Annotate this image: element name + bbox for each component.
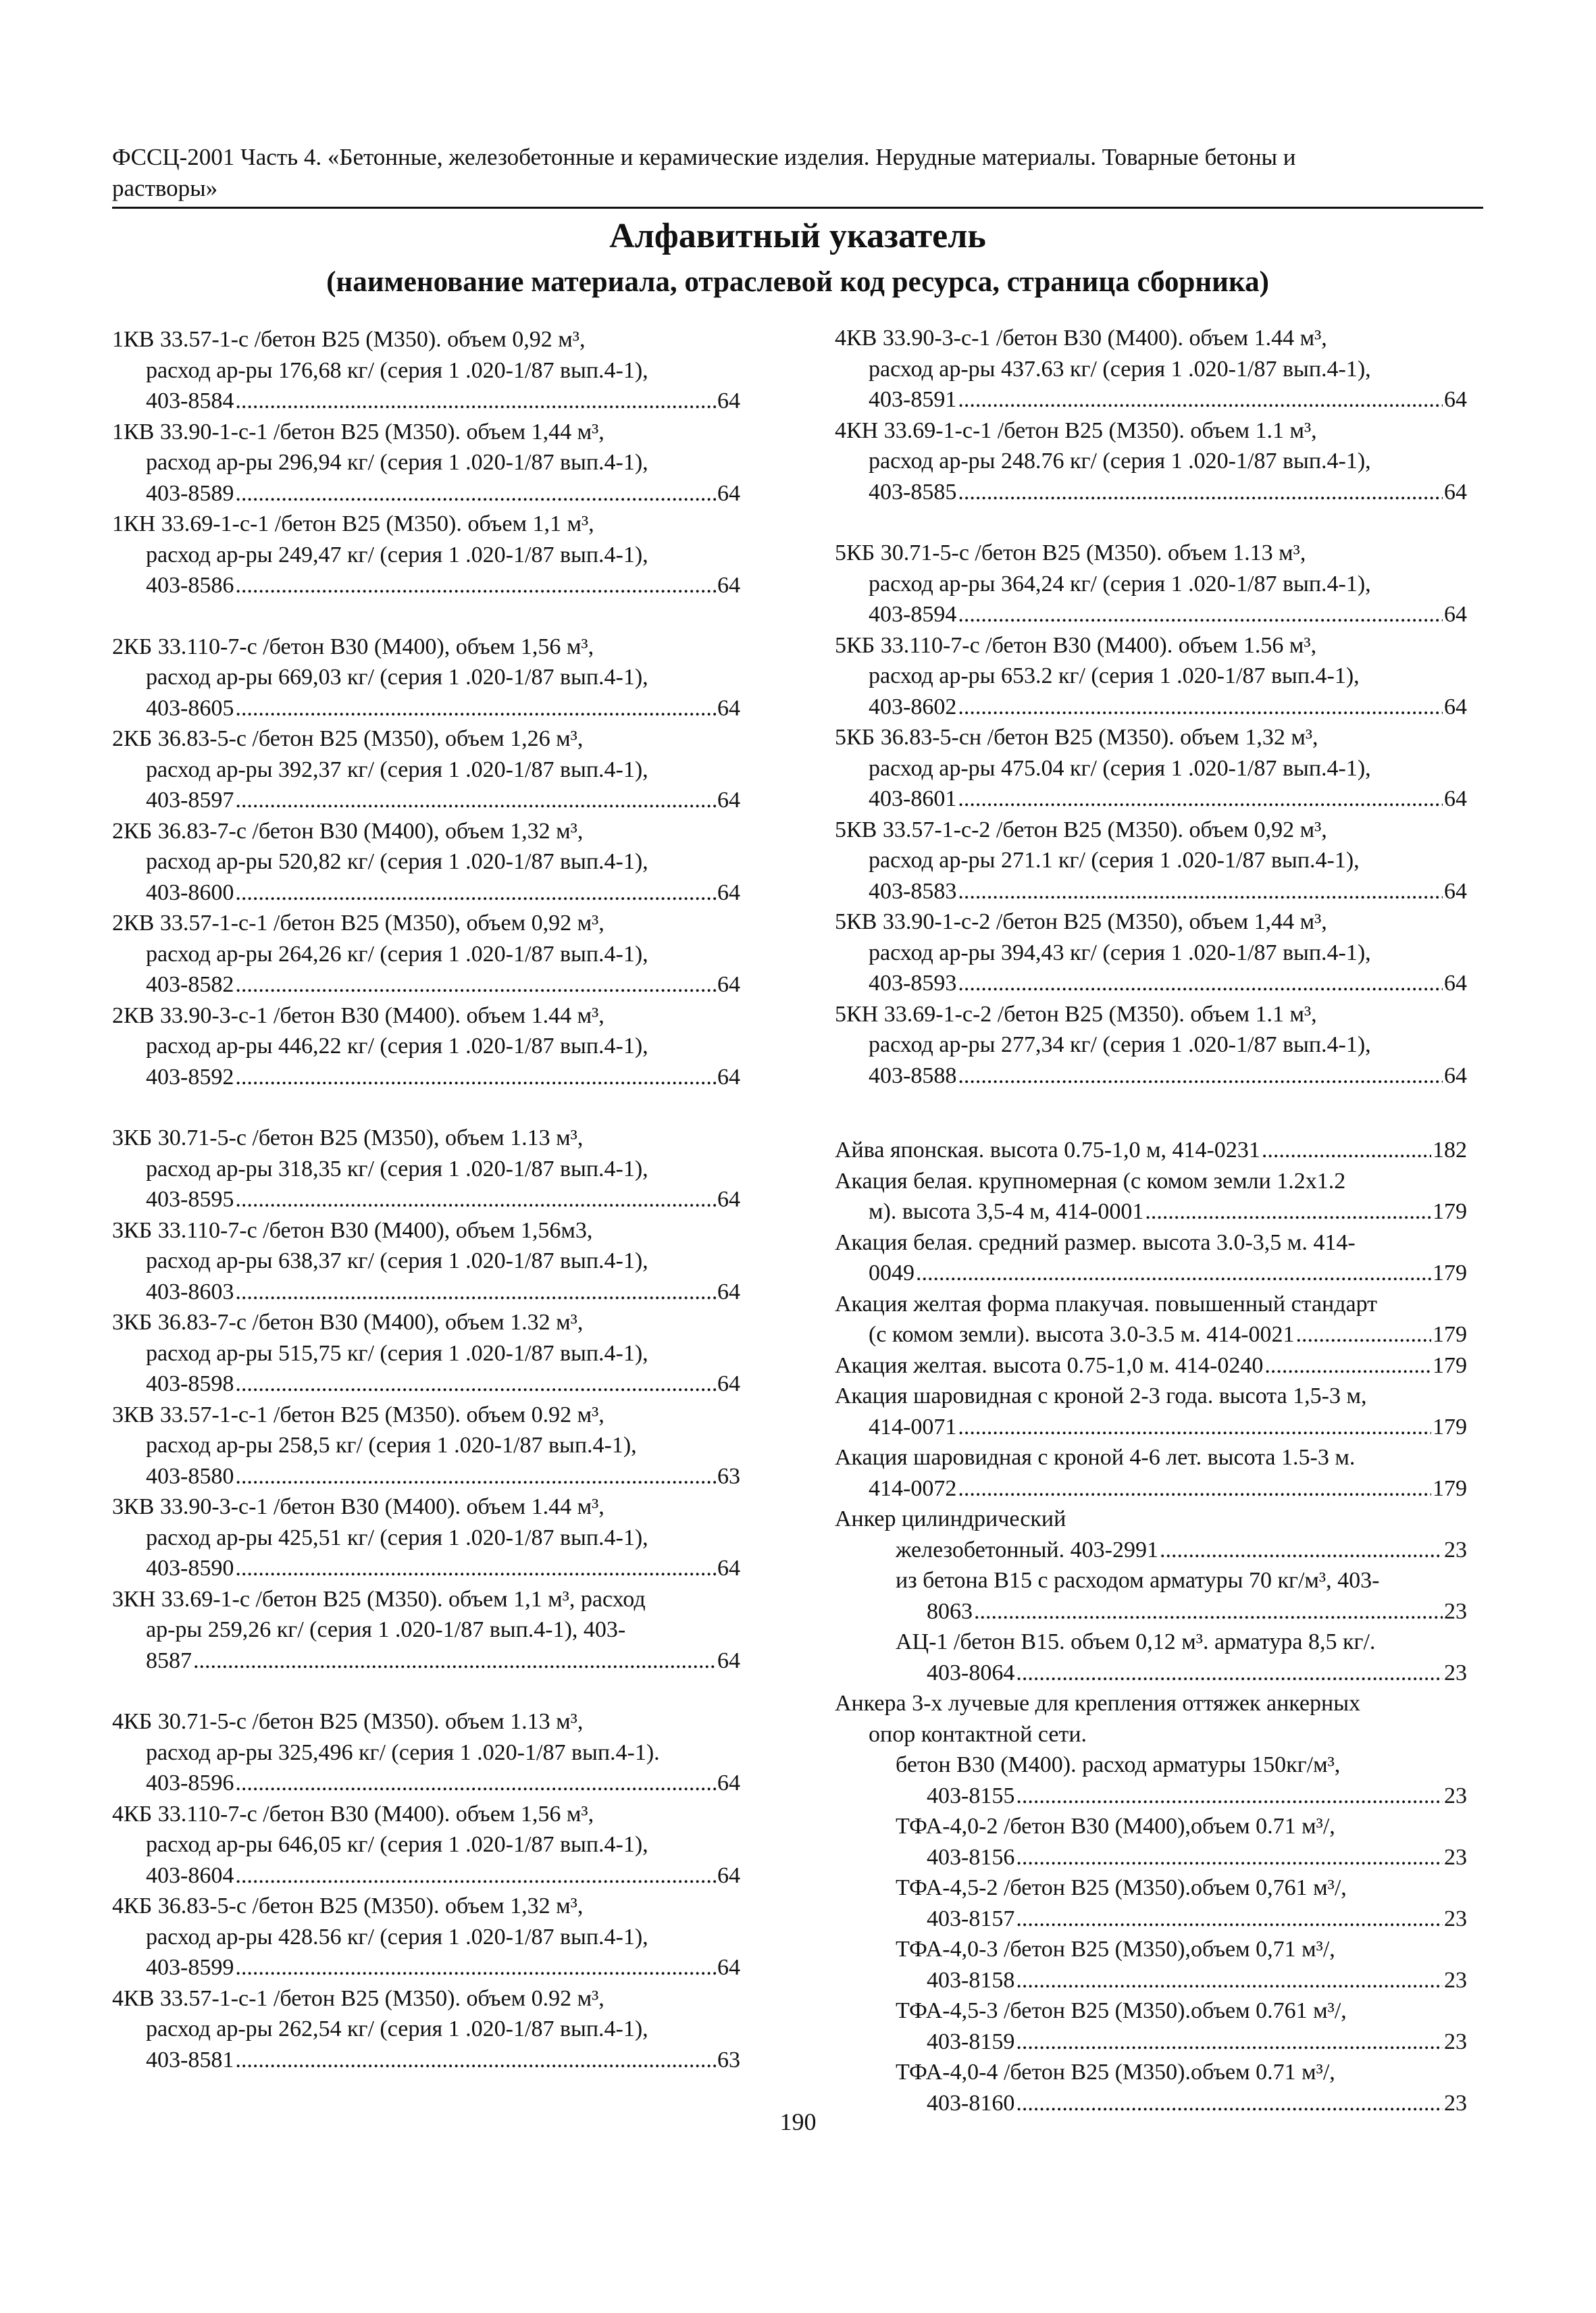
dot-leader xyxy=(235,1062,716,1093)
entry-text: 8063 xyxy=(927,1598,973,1624)
dot-leader xyxy=(974,1596,1443,1627)
page-ref: 23 xyxy=(1444,1537,1467,1562)
entry-leader-line xyxy=(835,1196,1467,1227)
entry-line: 2КВ 33.90-3-с-1 /бетон В30 (М400). объем 1.44 м³, xyxy=(112,1002,604,1028)
entry-line: 5КВ 33.90-1-с-2 /бетон В25 (М350), объем 1,44 м³, xyxy=(835,909,1327,934)
page-ref: 64 xyxy=(717,1955,740,1980)
entry-line: 2КБ 36.83-5-с /бетон В25 (М350), объем 1,26 м³, xyxy=(112,726,584,751)
entry-code-line xyxy=(112,478,740,509)
dot-leader xyxy=(235,570,716,601)
entry-code-line xyxy=(112,1369,740,1400)
resource-code: 403-8583 xyxy=(869,878,957,904)
entry-text: Айва японская. высота 0.75-1,0 м, 414-0231 xyxy=(835,1138,1260,1163)
running-header xyxy=(112,142,1483,204)
resource-code: 403-8156 xyxy=(927,1844,1015,1870)
page-ref: 23 xyxy=(1444,1783,1467,1808)
index-entry xyxy=(112,723,740,816)
entry-heading: опор контактной сети. xyxy=(869,1721,1087,1747)
entry-line: ТФА-4,0-3 /бетон В25 (М350),объем 0,71 м³/, xyxy=(896,1937,1335,1962)
page-ref: 64 xyxy=(717,480,740,506)
entry-leader-line xyxy=(835,1904,1467,1935)
resource-code: 403-8603 xyxy=(146,1279,234,1304)
index-entry xyxy=(835,1381,1467,1442)
entry-leader-line xyxy=(835,1350,1467,1381)
entry-line: ТФА-4,0-2 /бетон В30 (М400),объем 0.71 м³/, xyxy=(896,1814,1335,1839)
page-ref: 64 xyxy=(1444,602,1467,627)
dot-leader xyxy=(235,1277,716,1308)
resource-code: 403-8588 xyxy=(869,1063,957,1088)
entry-line: 3КБ 33.110-7-с /бетон В30 (М400), объем 1,56м3, xyxy=(112,1217,593,1243)
entry-code-line xyxy=(835,1061,1467,1092)
resource-code: 403-8582 xyxy=(146,972,234,997)
index-entry xyxy=(112,816,740,909)
dot-leader xyxy=(235,969,716,1000)
resource-code: 403-8602 xyxy=(869,694,957,719)
entry-heading: Анкера 3-х лучевые для крепления оттяжек анкерных xyxy=(835,1691,1361,1716)
entry-group-2 xyxy=(112,632,740,1093)
entry-leader-line xyxy=(835,2027,1467,2058)
entry-line: 2КБ 33.110-7-с /бетон В30 (М400), объем 1,56 м³, xyxy=(112,634,594,659)
index-entry xyxy=(112,417,740,509)
entry-line: 3КВ 33.90-3-с-1 /бетон В30 (М400). объем 1.44 м³, xyxy=(112,1494,604,1519)
dot-leader xyxy=(1016,1904,1443,1935)
index-entry xyxy=(112,1983,740,2076)
index-entry xyxy=(112,1799,740,1891)
entry-leader-line xyxy=(835,1473,1467,1504)
group-gap xyxy=(835,1091,1467,1135)
dot-leader xyxy=(916,1258,1431,1289)
header-rule xyxy=(112,207,1483,209)
page-ref: 179 xyxy=(1433,1199,1467,1224)
page-ref: 63 xyxy=(717,1463,740,1489)
dot-leader xyxy=(1145,1196,1431,1227)
entry-leader-line xyxy=(835,1842,1467,1873)
dot-leader xyxy=(235,2045,716,2076)
entry-code-line xyxy=(835,692,1467,723)
entry-line: расход ар-ры 437.63 кг/ (серия 1 .020-1/87 вып.4-1), xyxy=(869,356,1371,382)
entry-text: (с комом земли). высота 3.0-3.5 м. 414-0021 xyxy=(869,1322,1295,1347)
entry-text: 403-8064 xyxy=(927,1660,1015,1685)
index-entry xyxy=(835,1166,1467,1227)
index-entry xyxy=(835,630,1467,723)
index-entry xyxy=(112,509,740,601)
page-ref: 23 xyxy=(1444,2029,1467,2054)
entry-leader-line xyxy=(835,1412,1467,1443)
entry-code-line xyxy=(112,1952,740,1983)
index-entry xyxy=(835,1227,1467,1289)
entry-line: Акация шаровидная с кроной 2-3 года. высота 1,5-3 м, xyxy=(835,1383,1367,1408)
page-ref: 64 xyxy=(1444,878,1467,904)
entry-code-line xyxy=(112,1184,740,1215)
entry-code-line xyxy=(112,1860,740,1891)
entry-code-line xyxy=(112,1768,740,1799)
resource-code: 403-8585 xyxy=(869,479,957,505)
entry-code-line xyxy=(112,2045,740,2076)
entry-line: расход ар-ры 325,496 кг/ (серия 1 .020-1/87 вып.4-1). xyxy=(146,1739,660,1765)
group-gap xyxy=(112,1092,740,1123)
entry-line: ТФА-4,5-3 /бетон В25 (М350).объем 0.761 м³/, xyxy=(896,1998,1347,2023)
dot-leader xyxy=(235,878,716,909)
entry-line: Акация желтая форма плакучая. повышенный стандарт xyxy=(835,1291,1378,1317)
entry-line: расход ар-ры 475.04 кг/ (серия 1 .020-1/87 вып.4-1), xyxy=(869,755,1371,781)
dot-leader xyxy=(1264,1350,1431,1381)
dot-leader xyxy=(1016,1658,1443,1689)
resource-code: 403-8157 xyxy=(927,1906,1015,1931)
header-line-1: ФССЦ-2001 Часть 4. «Бетонные, железобетонные и керамические изделия. Нерудные материалы. Товарные бетоны и xyxy=(112,144,1296,170)
entry-line: расход ар-ры 176,68 кг/ (серия 1 .020-1/87 вып.4-1), xyxy=(146,357,648,383)
index-entry-ankera xyxy=(835,1688,1467,2118)
page-ref: 23 xyxy=(1444,2090,1467,2116)
index-entry xyxy=(112,1400,740,1492)
page-ref: 64 xyxy=(717,388,740,413)
index-entry xyxy=(835,1442,1467,1504)
resource-code: 403-8598 xyxy=(146,1371,234,1396)
entry-line: расход ар-ры 425,51 кг/ (серия 1 .020-1/87 вып.4-1), xyxy=(146,1525,648,1550)
resource-code: 403-8601 xyxy=(869,786,957,811)
entry-line: ТФА-4,5-2 /бетон В25 (М350).объем 0,761 м³/, xyxy=(896,1875,1347,1900)
page-ref: 64 xyxy=(717,1771,740,1796)
index-entry xyxy=(112,1000,740,1093)
entry-line: 2КБ 36.83-7-с /бетон В30 (М400), объем 1,32 м³, xyxy=(112,818,584,844)
page-ref: 64 xyxy=(1444,786,1467,811)
entry-code-line xyxy=(835,384,1467,415)
page-ref: 23 xyxy=(1444,1906,1467,1931)
header-line-2: растворы» xyxy=(112,175,218,201)
page-ref: 64 xyxy=(717,880,740,905)
dot-leader xyxy=(958,876,1443,907)
dot-leader xyxy=(235,1952,716,1983)
resource-code: 403-8584 xyxy=(146,388,234,413)
page-ref: 64 xyxy=(1444,694,1467,719)
index-entry xyxy=(112,324,740,417)
page-ref: 64 xyxy=(717,1187,740,1212)
resource-code: 403-8580 xyxy=(146,1463,234,1489)
dot-leader xyxy=(1016,1842,1443,1873)
entry-line: расход ар-ры 646,05 кг/ (серия 1 .020-1/87 вып.4-1), xyxy=(146,1832,648,1857)
entry-line: 1КВ 33.57-1-с /бетон В25 (М350). объем 0,92 м³, xyxy=(112,327,586,352)
group-gap xyxy=(835,507,1467,538)
page-ref: 64 xyxy=(717,573,740,598)
entry-line: расход ар-ры 258,5 кг/ (серия 1 .020-1/87 вып.4-1), xyxy=(146,1433,637,1458)
entry-line: расход ар-ры 364,24 кг/ (серия 1 .020-1/87 вып.4-1), xyxy=(869,571,1371,596)
page-ref: 179 xyxy=(1433,1414,1467,1440)
dot-leader xyxy=(1016,1781,1443,1812)
entry-code-line xyxy=(112,1553,740,1584)
entry-code-line xyxy=(835,876,1467,907)
entry-line: 4КВ 33.90-3-с-1 /бетон В30 (М400). объем 1.44 м³, xyxy=(835,326,1327,351)
dot-leader xyxy=(235,1768,716,1799)
entry-code-line xyxy=(835,784,1467,815)
entry-heading: Анкер цилиндрический xyxy=(835,1506,1066,1531)
dot-leader xyxy=(1016,2027,1443,2058)
entry-line: 5КБ 30.71-5-с /бетон В25 (М350). объем 1.13 м³, xyxy=(835,540,1306,565)
page-ref: 64 xyxy=(1444,971,1467,996)
entry-line: расход ар-ры 277,34 кг/ (серия 1 .020-1/87 вып.4-1), xyxy=(869,1032,1371,1057)
entry-group-plants xyxy=(835,1135,1467,2118)
page-ref: 179 xyxy=(1433,1475,1467,1501)
entry-code-line xyxy=(112,878,740,909)
entry-line: бетон В30 (М400). расход арматуры 150кг/м³, xyxy=(896,1752,1341,1777)
entry-code-line xyxy=(112,1646,740,1677)
page-ref: 64 xyxy=(717,1279,740,1304)
resource-code: 403-8605 xyxy=(146,695,234,721)
page-ref: 64 xyxy=(717,788,740,813)
dot-leader xyxy=(235,1461,716,1492)
entry-line: расход ар-ры 392,37 кг/ (серия 1 .020-1/87 вып.4-1), xyxy=(146,757,648,782)
entry-code-line xyxy=(835,599,1467,630)
resource-code: 403-8596 xyxy=(146,1771,234,1796)
index-entry xyxy=(112,1584,740,1677)
entry-line: Акация белая. средний размер. высота 3.0-3,5 м. 414- xyxy=(835,1229,1356,1255)
dot-leader xyxy=(958,1412,1431,1443)
resource-code: 403-8586 xyxy=(146,573,234,598)
index-entry xyxy=(112,632,740,724)
dot-leader xyxy=(235,693,716,724)
index-entry xyxy=(112,908,740,1000)
resource-code: 403-8593 xyxy=(869,971,957,996)
entry-group-3 xyxy=(112,1123,740,1676)
dot-leader xyxy=(958,968,1443,999)
entry-line: 2КВ 33.57-1-с-1 /бетон В25 (М350), объем 0,92 м³, xyxy=(112,911,604,936)
entry-line: расход ар-ры 262,54 кг/ (серия 1 .020-1/87 вып.4-1), xyxy=(146,2016,648,2041)
entry-code-line xyxy=(835,968,1467,999)
index-entry xyxy=(112,1492,740,1584)
entry-line: расход ар-ры 515,75 кг/ (серия 1 .020-1/87 вып.4-1), xyxy=(146,1340,648,1366)
entry-leader-line xyxy=(835,1258,1467,1289)
dot-leader xyxy=(235,1369,716,1400)
resource-code: 403-8597 xyxy=(146,788,234,813)
entry-code-line xyxy=(112,570,740,601)
resource-code: 403-8600 xyxy=(146,880,234,905)
entry-line: расход ар-ры 248.76 кг/ (серия 1 .020-1/87 вып.4-1), xyxy=(869,449,1371,474)
entry-line: 5КБ 33.110-7-с /бетон В30 (М400). объем 1.56 м³, xyxy=(835,632,1317,658)
index-entry xyxy=(112,1307,740,1400)
entry-group-4-cont xyxy=(835,323,1467,507)
entry-line: 1КН 33.69-1-с-1 /бетон В25 (М350). объем 1,1 м³, xyxy=(112,511,594,536)
entry-line: расход ар-ры 520,82 кг/ (серия 1 .020-1/87 вып.4-1), xyxy=(146,849,648,874)
resource-code: 403-8160 xyxy=(927,2090,1015,2116)
index-entry xyxy=(835,538,1467,630)
entry-text: Акация желтая. высота 0.75-1,0 м. 414-0240 xyxy=(835,1352,1264,1378)
index-entry xyxy=(112,1215,740,1308)
index-entry xyxy=(835,815,1467,907)
entry-leader-line xyxy=(835,1596,1467,1627)
index-entry xyxy=(835,1289,1467,1350)
dot-leader xyxy=(235,1860,716,1891)
entry-line: расход ар-ры 428.56 кг/ (серия 1 .020-1/87 вып.4-1), xyxy=(146,1924,648,1950)
index-entry-anker xyxy=(835,1504,1467,1688)
entry-group-1 xyxy=(112,324,740,601)
page-ref: 23 xyxy=(1444,1844,1467,1870)
entry-code-line xyxy=(112,1277,740,1308)
page-ref: 179 xyxy=(1433,1261,1467,1286)
page-ref: 179 xyxy=(1433,1352,1467,1378)
index-entry xyxy=(835,1135,1467,1166)
entry-line: расход ар-ры 271.1 кг/ (серия 1 .020-1/87 вып.4-1), xyxy=(869,848,1360,873)
entry-line: 4КБ 33.110-7-с /бетон В30 (М400). объем 1,56 м³, xyxy=(112,1801,594,1827)
resource-code: 403-8594 xyxy=(869,602,957,627)
index-entry xyxy=(112,1123,740,1215)
entry-code-line xyxy=(112,1461,740,1492)
dot-leader xyxy=(958,599,1443,630)
page-ref: 64 xyxy=(717,1862,740,1888)
page-ref: 64 xyxy=(717,695,740,721)
entry-leader-line xyxy=(835,1319,1467,1350)
dot-leader xyxy=(235,386,716,417)
page-ref: 64 xyxy=(717,972,740,997)
entry-line: 5КН 33.69-1-с-2 /бетон В25 (М350). объем 1.1 м³, xyxy=(835,1001,1317,1027)
dot-leader xyxy=(1296,1319,1431,1350)
entry-line: 3КВ 33.57-1-с-1 /бетон В25 (М350). объем 0.92 м³, xyxy=(112,1402,604,1427)
index-entry xyxy=(112,1891,740,1983)
dot-leader xyxy=(235,478,716,509)
page-ref: 179 xyxy=(1433,1322,1467,1347)
entry-line: расход ар-ры 638,37 кг/ (серия 1 .020-1/87 вып.4-1), xyxy=(146,1248,648,1273)
index-column-left xyxy=(112,324,740,2075)
page-ref: 64 xyxy=(717,1371,740,1396)
dot-leader xyxy=(1262,1135,1431,1166)
group-gap xyxy=(112,601,740,632)
entry-line: 3КБ 36.83-7-с /бетон В30 (М400), объем 1.32 м³, xyxy=(112,1310,584,1335)
entry-line: из бетона В15 с расходом арматуры 70 кг/м³, 403- xyxy=(896,1568,1380,1593)
dot-leader xyxy=(958,692,1443,723)
dot-leader xyxy=(1016,1965,1443,1996)
entry-line: 4КВ 33.57-1-с-1 /бетон В25 (М350). объем 0.92 м³, xyxy=(112,1985,604,2011)
entry-leader-line xyxy=(835,1535,1467,1566)
entry-line: ТФА-4,0-4 /бетон В25 (М350).объем 0.71 м³/, xyxy=(896,2060,1335,2085)
page-ref: 23 xyxy=(1444,1598,1467,1624)
entry-leader-line xyxy=(835,1135,1467,1166)
entry-group-4 xyxy=(112,1706,740,2075)
dot-leader xyxy=(958,384,1443,415)
index-title: Алфавитный указатель xyxy=(609,217,986,255)
page-ref: 64 xyxy=(1444,1063,1467,1088)
entry-text: м). высота 3,5-4 м, 414-0001 xyxy=(869,1199,1144,1224)
dot-leader xyxy=(235,1553,716,1584)
entry-line: 1КВ 33.90-1-с-1 /бетон В25 (М350). объем 1,44 м³, xyxy=(112,419,604,444)
dot-leader xyxy=(1160,1535,1443,1566)
entry-line: 5КВ 33.57-1-с-2 /бетон В25 (М350). объем 0,92 м³, xyxy=(835,817,1327,842)
entry-code-line xyxy=(112,785,740,816)
page-ref: 23 xyxy=(1444,1967,1467,1993)
index-entry xyxy=(835,999,1467,1092)
entry-code-line xyxy=(112,386,740,417)
entry-line: расход ар-ры 318,35 кг/ (серия 1 .020-1/87 вып.4-1), xyxy=(146,1156,648,1181)
resource-code: 403-8589 xyxy=(146,480,234,506)
entry-line: расход ар-ры 446,22 кг/ (серия 1 .020-1/87 вып.4-1), xyxy=(146,1034,648,1059)
resource-code: 403-8158 xyxy=(927,1967,1015,1993)
dot-leader xyxy=(958,1061,1443,1092)
resource-code: 403-8581 xyxy=(146,2047,234,2073)
page-ref: 64 xyxy=(717,1064,740,1090)
entry-line: ар-ры 259,26 кг/ (серия 1 .020-1/87 вып.4-1), 403- xyxy=(146,1617,626,1642)
entry-code-line xyxy=(112,1062,740,1093)
entry-line: расход ар-ры 249,47 кг/ (серия 1 .020-1/87 вып.4-1), xyxy=(146,542,648,567)
entry-text: 414-0072 xyxy=(869,1475,957,1501)
entry-text: 414-0071 xyxy=(869,1414,957,1440)
index-column-right xyxy=(835,323,1467,2118)
dot-leader xyxy=(235,785,716,816)
resource-code: 403-8590 xyxy=(146,1556,234,1581)
entry-line: 3КН 33.69-1-с /бетон В25 (М350). объем 1,1 м³, расход xyxy=(112,1586,646,1612)
dot-leader xyxy=(958,1473,1431,1504)
entry-text: 0049 xyxy=(869,1261,915,1286)
entry-code-line xyxy=(112,693,740,724)
entry-leader-line xyxy=(835,1781,1467,1812)
entry-line: расход ар-ры 296,94 кг/ (серия 1 .020-1/87 вып.4-1), xyxy=(146,450,648,475)
entry-group-5 xyxy=(835,538,1467,1091)
entry-text: железобетонный. 403-2991 xyxy=(896,1537,1158,1562)
entry-line: расход ар-ры 669,03 кг/ (серия 1 .020-1/87 вып.4-1), xyxy=(146,665,648,690)
page-number: 190 xyxy=(779,2108,817,2135)
entry-line: 4КБ 36.83-5-с /бетон В25 (М350). объем 1,32 м³, xyxy=(112,1893,584,1918)
index-entry xyxy=(835,323,1467,415)
entry-code-line xyxy=(835,477,1467,508)
resource-code: 403-8592 xyxy=(146,1064,234,1090)
entry-code-line xyxy=(112,969,740,1000)
entry-line: Акация шаровидная с кроной 4-6 лет. высота 1.5-3 м. xyxy=(835,1445,1356,1470)
page-ref: 23 xyxy=(1444,1660,1467,1685)
entry-leader-line xyxy=(835,1658,1467,1689)
entry-leader-line xyxy=(835,1965,1467,1996)
entry-line: расход ар-ры 653.2 кг/ (серия 1 .020-1/87 вып.4-1), xyxy=(869,663,1360,688)
resource-code: 403-8595 xyxy=(146,1187,234,1212)
page-ref: 64 xyxy=(717,1648,740,1673)
entry-line: 4КБ 30.71-5-с /бетон В25 (М350). объем 1.13 м³, xyxy=(112,1709,584,1734)
page-ref: 182 xyxy=(1433,1138,1467,1163)
index-entry xyxy=(835,907,1467,999)
resource-code: 403-8159 xyxy=(927,2029,1015,2054)
page-ref: 64 xyxy=(1444,387,1467,412)
index-entry xyxy=(835,1350,1467,1381)
dot-leader xyxy=(235,1184,716,1215)
entry-line: 4КН 33.69-1-с-1 /бетон В25 (М350). объем 1.1 м³, xyxy=(835,417,1317,443)
resource-code: 403-8599 xyxy=(146,1955,234,1980)
dot-leader xyxy=(193,1646,716,1677)
resource-code: 8587 xyxy=(146,1648,192,1673)
dot-leader xyxy=(958,784,1443,815)
entry-line: АЦ-1 /бетон В15. объем 0,12 м³. арматура 8,5 кг/. xyxy=(896,1629,1376,1654)
index-entry xyxy=(835,415,1467,508)
resource-code: 403-8591 xyxy=(869,387,957,412)
page-ref: 63 xyxy=(717,2047,740,2073)
group-gap xyxy=(112,1676,740,1706)
entry-line: 5КБ 36.83-5-сн /бетон В25 (М350). объем 1,32 м³, xyxy=(835,725,1318,750)
index-entry xyxy=(835,722,1467,815)
index-subtitle: (наименование материала, отраслевой код ресурса, страница сборника) xyxy=(326,266,1269,298)
dot-leader xyxy=(958,477,1443,508)
entry-line: расход ар-ры 264,26 кг/ (серия 1 .020-1/87 вып.4-1), xyxy=(146,941,648,967)
entry-line: расход ар-ры 394,43 кг/ (серия 1 .020-1/87 вып.4-1), xyxy=(869,940,1371,965)
entry-line: 3КБ 30.71-5-с /бетон В25 (М350), объем 1.13 м³, xyxy=(112,1125,584,1150)
index-entry xyxy=(112,1706,740,1799)
page-ref: 64 xyxy=(1444,479,1467,505)
entry-line: Акация белая. крупномерная (с комом земли 1.2х1.2 xyxy=(835,1168,1346,1194)
resource-code: 403-8155 xyxy=(927,1783,1015,1808)
resource-code: 403-8604 xyxy=(146,1862,234,1888)
page-ref: 64 xyxy=(717,1556,740,1581)
